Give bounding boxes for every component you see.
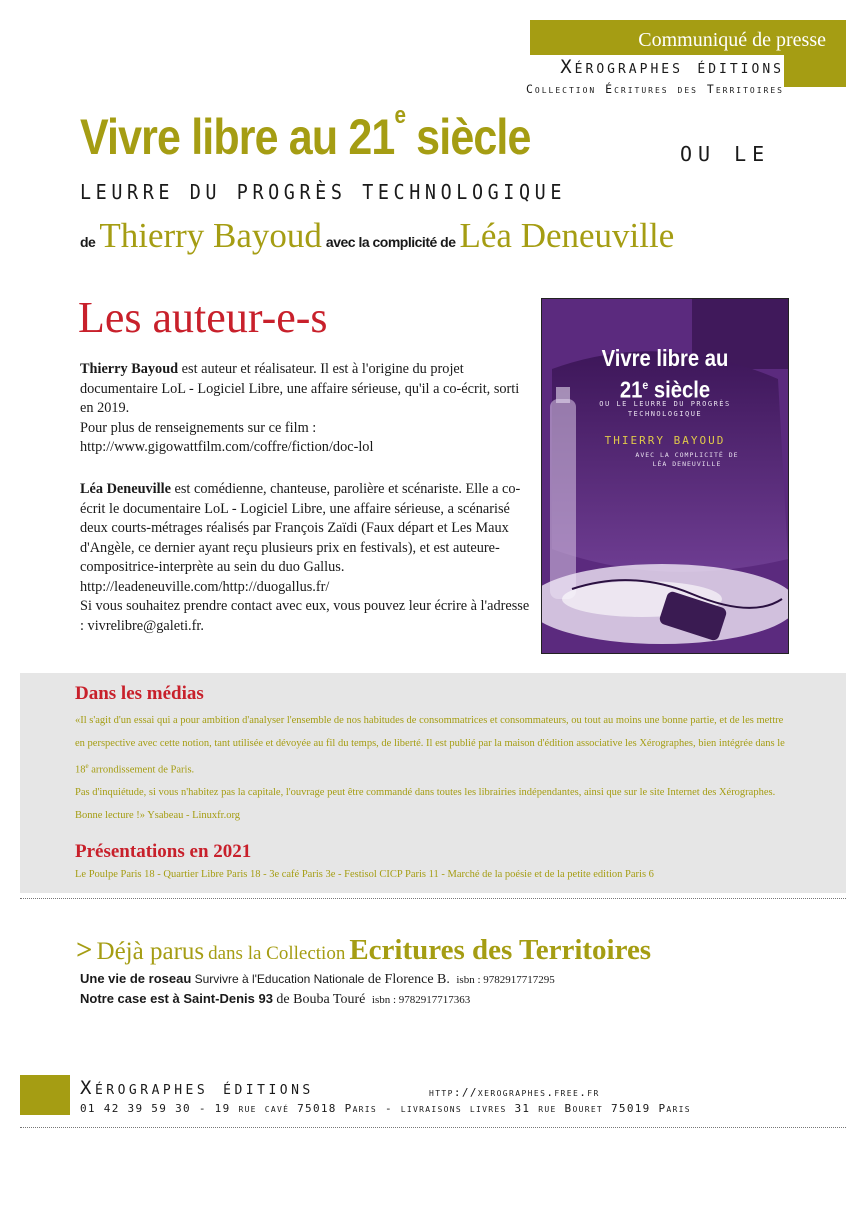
footer-logo-square [20,1075,70,1115]
credits-line [80,216,674,256]
credits-de: de [80,234,96,250]
media-heading: Dans les médias [75,683,204,704]
collection-name: Collection Écritures des Territoires [525,82,784,96]
also-published-heading: > Déjà parus dans la Collection Ecritures des Territoires [76,934,652,966]
author-name: Thierry Bayoud [99,216,322,255]
press-label: Communiqué de presse [638,29,826,51]
book-title: Vivre libre au 21e siècle [80,102,531,165]
coauthor-name: Léa Deneuville [459,216,675,255]
book-subtitle: LEURRE DU PROGRÈS TECHNOLOGIQUE [80,180,567,204]
media-quote: «Il s'agit d'un essai qui a pour ambition d'analyser l'ensemble de nos habitudes de consommatrices et consommateurs, ou tout au moins une bonne partie, et de les mettre en perspective avec cette notion, tant utilisée et dévoyée au fil du temps, de liberté. Il est publié par la maison d'édition associative les Xérographes, bien intégrée dans le 18e arrondissement de Paris. Pas d'inquiétude, si vous n'habitez pas la capitale, l'ouvrage peut être commandé dans toutes les librairies indépendantes, ainsi que sur le site Internet des Xérographes. Bonne lecture !» Ysabeau - Linuxfr.org [75,715,785,821]
film-link[interactable]: http://www.gigowattfilm.com/coffre/fiction/doc-lol [80,439,374,455]
contact-text: Si vous souhaitez prendre contact avec eux, vous pouvez leur écrire à l'adresse : vivrelibre@galeti.fr. [80,598,530,634]
book-cover [541,298,789,654]
bio-lea: Léa Deneuville est comédienne, chanteuse, parolière et scénariste. Elle a co-écrit le documentaire LoL - Logiciel Libre, une affaire sérieuse, a scénarisé deux courts-métrages réalisés par François Zaïdi (Faux départ et Les Maux d'Angèle, ce dernier ayant reçu plusieurs prix en festivals), et est auteure-compositrice-interprète au sein du duo Gallus. http://leadeneuville.com/http://duogallus.fr/ Si vous souhaitez prendre contact avec eux, vous pouvez leur écrire à l'adresse : vivrelibre@galeti.fr. [80,481,530,634]
footer-divider [20,1127,846,1128]
footer-address: 01 42 39 59 30 - 19 rue cavé 75018 Paris - livraisons livres 31 rue Bouret 75019 Paris [80,1102,691,1115]
book-item: Notre case est à Saint-Denis 93 de Bouba Touré isbn : 9782917717363 [80,991,471,1007]
presentations-list: Le Poulpe Paris 18 - Quartier Libre Paris 18 - 3e café Paris 3e - Festisol CICP Paris 11 - Marché de la poésie et de la petite edition Paris 6 [75,869,654,880]
bio-thierry: Thierry Bayoud est auteur et réalisateur. Il est à l'origine du projet documentaire LoL - Logiciel Libre, une affaire sérieuse, qu'il a co-écrit, sorti en 2019. Pour plus de renseignements sur ce film : http://www.gigowattfilm.com/coffre/fiction/doc-lol [80,361,520,455]
footer-publisher: Xérographes éditions [80,1077,314,1099]
cover-subtitle: OU LE LEURRE DU PROGRÈS TECHNOLOGIQUE [599,400,731,418]
cover-author: THIERRY BAYOUD [604,434,726,447]
footer-url[interactable]: http://xerographes.free.fr [429,1086,600,1099]
authors-heading: Les auteur-e-s [78,293,328,342]
divider [20,898,846,899]
book-item: Une vie de roseau Survivre à l'Education Nationale de Florence B. isbn : 9782917717295 [80,971,555,987]
presentations-heading: Présentations en 2021 [75,841,252,862]
cover-title: Vivre libre au 21e siècle [601,345,729,403]
cover-coauthor: AVEC LA COMPLICITÉ DE LÉA DENEUVILLE [635,451,739,468]
title-ou-le: OU LE [680,142,771,166]
arrow-icon: > [76,934,93,966]
credits-avec: avec la complicité de [325,234,456,250]
publisher-name: Xérographes éditions [560,56,784,78]
